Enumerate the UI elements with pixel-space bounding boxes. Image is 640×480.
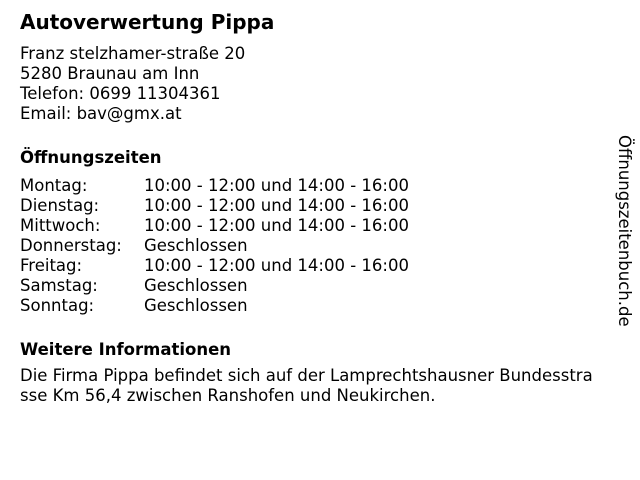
opening-hours-table: [20, 176, 600, 316]
street-address: Franz stelzhamer-straße 20: [20, 44, 246, 63]
hours-day-label: Montag:: [20, 176, 88, 195]
hours-row-tuesday: [20, 196, 600, 216]
hours-time-value: 10:00 - 12:00 und 14:00 - 16:00: [144, 256, 409, 275]
hours-row-friday: [20, 256, 600, 276]
hours-row-sunday: [20, 296, 600, 316]
hours-day-label: Freitag:: [20, 256, 83, 275]
hours-time-value: Geschlossen: [144, 276, 248, 295]
city-address: 5280 Braunau am Inn: [20, 64, 200, 83]
hours-day-label: Mittwoch:: [20, 216, 101, 235]
hours-row-thursday: [20, 236, 600, 256]
brand-watermark: Öffnungszeitenbuch.de: [615, 135, 634, 327]
hours-time-value: 10:00 - 12:00 und 14:00 - 16:00: [144, 196, 409, 215]
hours-day-label: Dienstag:: [20, 196, 100, 215]
hours-row-saturday: [20, 276, 600, 296]
hours-day-label: Sonntag:: [20, 296, 95, 315]
further-info-text: Die Firma Pippa befindet sich auf der Lamprechtshausner Bundesstrasse Km 56,4 zwischen Ranshofen und Neukirchen.: [20, 366, 593, 405]
hours-time-value: Geschlossen: [144, 236, 248, 255]
further-info-heading: Weitere Informationen: [20, 340, 232, 359]
phone-number: Telefon: 0699 11304361: [20, 84, 221, 103]
opening-hours-heading: Öffnungszeiten: [20, 148, 162, 167]
address-block: [20, 44, 600, 124]
hours-day-label: Donnerstag:: [20, 236, 122, 255]
hours-time-value: 10:00 - 12:00 und 14:00 - 16:00: [144, 176, 409, 195]
hours-time-value: Geschlossen: [144, 296, 248, 315]
business-name: Autoverwertung Pippa: [20, 10, 275, 34]
hours-time-value: 10:00 - 12:00 und 14:00 - 16:00: [144, 216, 409, 235]
email-address: Email: bav@gmx.at: [20, 104, 182, 123]
business-card: [20, 8, 600, 406]
hours-day-label: Samstag:: [20, 276, 98, 295]
hours-row-monday: [20, 176, 600, 196]
hours-row-wednesday: [20, 216, 600, 236]
